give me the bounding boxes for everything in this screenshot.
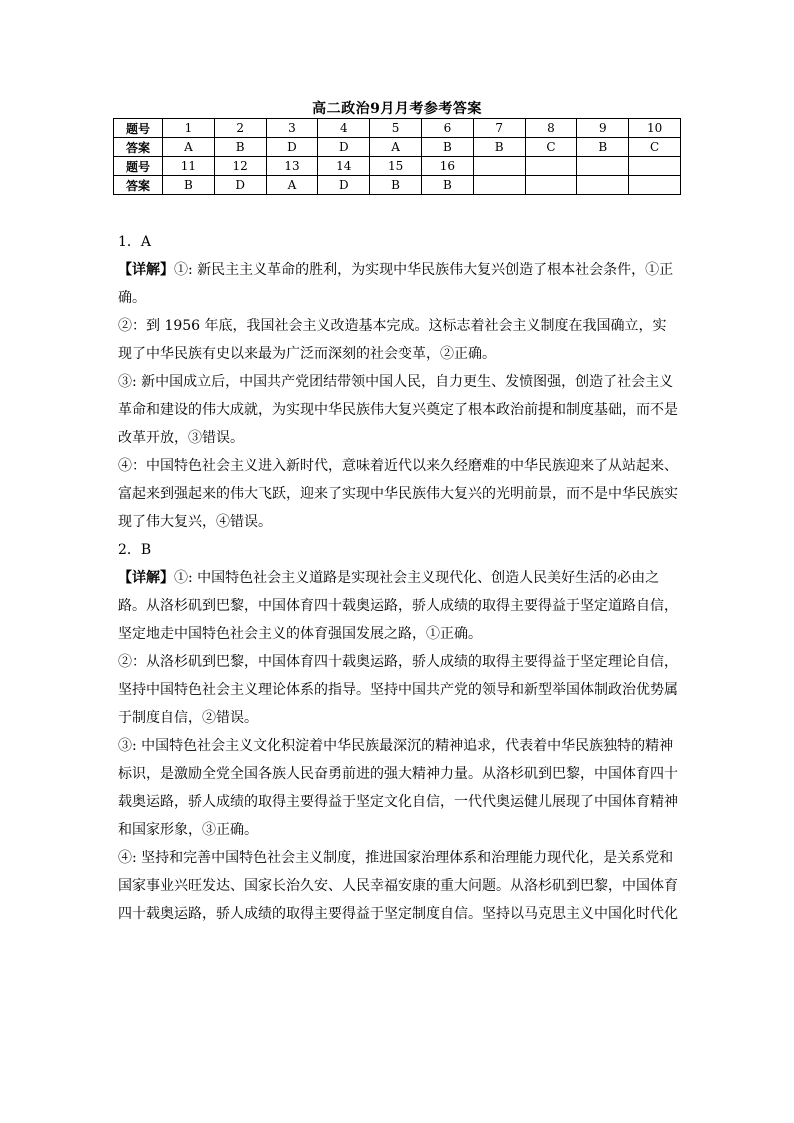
question-1-paragraph-3: ③: 新中国成立后，中国共产党团结带领中国人民，自力更生、发愤图强，创造了社会主义革命和建设的伟大成就，为实现中华民族伟大复兴奠定了根本政治前提和制度基础，而不是改革开放，③错误。 bbox=[118, 374, 678, 446]
table-cell: 2 bbox=[214, 119, 266, 138]
question-1-label: 1．A bbox=[118, 234, 152, 250]
table-cell: 13 bbox=[266, 157, 318, 176]
table-cell: 12 bbox=[214, 157, 266, 176]
table-cell: B bbox=[421, 176, 473, 195]
table-cell: C bbox=[629, 138, 681, 157]
table-cell: 6 bbox=[421, 119, 473, 138]
table-row-header: 题号 bbox=[114, 157, 163, 176]
question-2-paragraph-1: 【详解】①: 中国特色社会主义道路是实现社会主义现代化、创造人民美好生活的必由之路。从洛杉矶到巴黎，中国体育四十载奥运路，骄人成绩的取得主要得益于坚定道路自信，坚定地走中国特色社会主义的体育强国发展之路，①正确。 bbox=[118, 570, 678, 642]
table-cell: B bbox=[214, 138, 266, 157]
question-2-paragraph-2: ②：从洛杉矶到巴黎，中国体育四十载奥运路，骄人成绩的取得主要得益于坚定理论自信，坚持中国特色社会主义理论体系的指导。坚持中国共产党的领导和新型举国体制政治优势属于制度自信，②错误。 bbox=[118, 654, 678, 726]
table-cell: 8 bbox=[525, 119, 577, 138]
table-cell: D bbox=[266, 138, 318, 157]
detail-tag: 【详解】 bbox=[118, 262, 174, 278]
table-row-header: 答案 bbox=[114, 176, 163, 195]
table-cell: 9 bbox=[577, 119, 629, 138]
table-cell bbox=[525, 157, 577, 176]
explanation-body bbox=[118, 228, 678, 928]
table-row-header: 答案 bbox=[114, 138, 163, 157]
question-1-paragraph-1: 【详解】①: 新民主主义革命的胜利，为实现中华民族伟大复兴创造了根本社会条件，①正确。 bbox=[118, 262, 674, 306]
table-cell bbox=[629, 157, 681, 176]
table-row bbox=[114, 157, 681, 176]
table-cell bbox=[629, 176, 681, 195]
table-cell: 3 bbox=[266, 119, 318, 138]
question-1-paragraph-4: ④：中国特色社会主义进入新时代，意味着近代以来久经磨难的中华民族迎来了从站起来、富起来到强起来的伟大飞跃，迎来了实现中华民族伟大复兴的光明前景，而不是中华民族实现了伟大复兴，④错误。 bbox=[118, 458, 678, 530]
table-cell bbox=[525, 176, 577, 195]
table-cell: B bbox=[577, 138, 629, 157]
table-cell: B bbox=[163, 176, 215, 195]
table-row bbox=[114, 176, 681, 195]
table-cell: D bbox=[214, 176, 266, 195]
table-row bbox=[114, 119, 681, 138]
page-title: 高二政治9月月考参考答案 bbox=[312, 101, 482, 117]
table-cell: 16 bbox=[421, 157, 473, 176]
table-cell: B bbox=[421, 138, 473, 157]
table-cell: A bbox=[163, 138, 215, 157]
question-2-label: 2．B bbox=[118, 542, 152, 558]
table-row-header: 题号 bbox=[114, 119, 163, 138]
question-1-paragraph-2: ②：到 1956 年底，我国社会主义改造基本完成。这标志着社会主义制度在我国确立，实现了中华民族有史以来最为广泛而深刻的社会变革，②正确。 bbox=[118, 318, 667, 362]
table-cell: D bbox=[318, 176, 370, 195]
table-cell: 1 bbox=[163, 119, 215, 138]
table-cell: D bbox=[318, 138, 370, 157]
table-cell: B bbox=[370, 176, 422, 195]
table-cell: 10 bbox=[629, 119, 681, 138]
table-row bbox=[114, 138, 681, 157]
table-cell bbox=[473, 157, 525, 176]
table-cell: 11 bbox=[163, 157, 215, 176]
table-cell: 5 bbox=[370, 119, 422, 138]
table-cell: 14 bbox=[318, 157, 370, 176]
question-2-paragraph-3: ③: 中国特色社会主义文化积淀着中华民族最深沉的精神追求，代表着中华民族独特的精神标识，是激励全党全国各族人民奋勇前进的强大精神力量。从洛杉矶到巴黎，中国体育四十载奥运路，骄人成绩的取得主要得益于坚定文化自信，一代代奥运健儿展现了中国体育精神和国家形象，③正确。 bbox=[118, 738, 678, 838]
table-cell bbox=[473, 176, 525, 195]
table-cell: A bbox=[370, 138, 422, 157]
question-2-paragraph-4: ④: 坚持和完善中国特色社会主义制度，推进国家治理体系和治理能力现代化，是关系党和国家事业兴旺发达、国家长治久安、人民幸福安康的重大问题。从洛杉矶到巴黎，中国体育四十载奥运路，骄人成绩的取得主要得益于坚定制度自信。坚持以马克思主义中国化时代化 bbox=[118, 850, 678, 922]
answer-table bbox=[113, 118, 681, 195]
table-cell: 7 bbox=[473, 119, 525, 138]
table-cell: B bbox=[473, 138, 525, 157]
table-cell: A bbox=[266, 176, 318, 195]
detail-tag: 【详解】 bbox=[118, 570, 174, 586]
table-cell: C bbox=[525, 138, 577, 157]
table-cell: 4 bbox=[318, 119, 370, 138]
table-cell: 15 bbox=[370, 157, 422, 176]
table-cell bbox=[577, 176, 629, 195]
table-cell bbox=[577, 157, 629, 176]
